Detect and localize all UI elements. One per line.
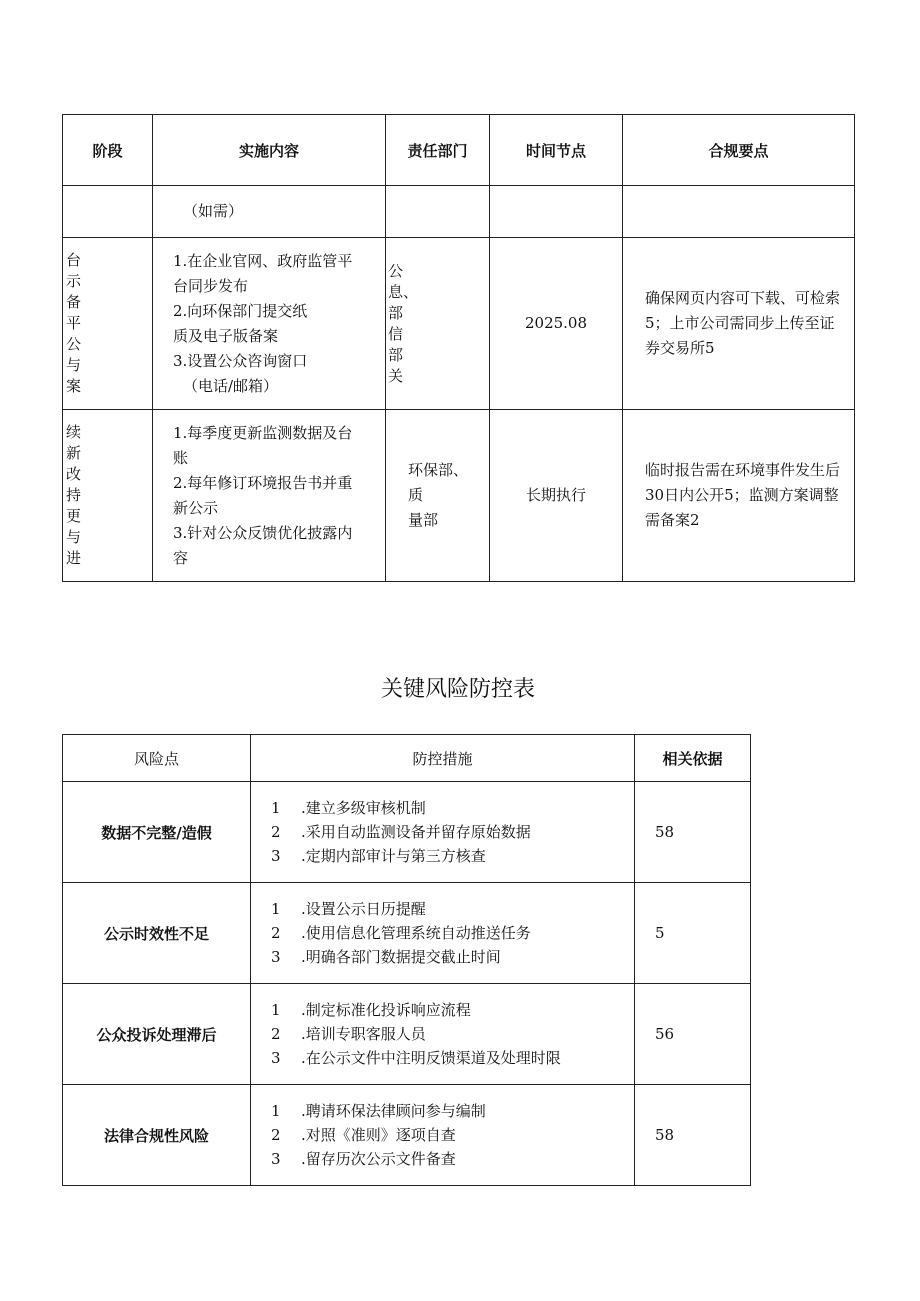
measure-text: .留存历次公示文件备查 — [301, 1150, 456, 1168]
content-line: （电话/邮箱） — [183, 376, 279, 395]
header-measures: 防控措施 — [251, 735, 635, 782]
measure-item — [251, 1147, 634, 1171]
measure-item — [251, 921, 634, 945]
content-line: 2.每年修订环境报告书并重 — [173, 473, 353, 492]
stage-label: 续新改持更与进 — [66, 423, 82, 567]
risk-row — [63, 782, 751, 883]
compliance-cell: 临时报告需在环境事件发生后30日内公开5；监测方案调整需备案2 — [623, 410, 855, 582]
time-cell-empty — [490, 186, 623, 238]
measures-cell — [251, 984, 635, 1085]
measure-item — [251, 796, 634, 820]
measure-text: .明确各部门数据提交截止时间 — [301, 948, 501, 966]
content-line: 3.针对公众反馈优化披露内 — [173, 523, 353, 542]
risk-row — [63, 984, 751, 1085]
measure-item — [251, 820, 634, 844]
measure-text: .设置公示日历提醒 — [301, 900, 426, 918]
plan-header-row — [63, 115, 855, 186]
measure-text: .在公示文件中注明反馈渠道及处理时限 — [301, 1049, 561, 1067]
measures-cell — [251, 1085, 635, 1186]
measure-number: 3 — [271, 847, 281, 865]
risk-row — [63, 1085, 751, 1186]
header-dept: 责任部门 — [386, 115, 490, 186]
content-line: 台同步发布 — [173, 276, 249, 295]
measure-item — [251, 844, 634, 868]
dept-line: 环保部、 — [408, 461, 469, 479]
dept-line: 质 — [408, 486, 424, 504]
measure-text: .采用自动监测设备并留存原始数据 — [301, 823, 531, 841]
measure-number: 3 — [271, 1150, 281, 1168]
plan-row-continued — [63, 186, 855, 238]
stage-label: 台示备平公与案 — [66, 251, 82, 395]
header-compliance: 合规要点 — [623, 115, 855, 186]
implementation-plan-table — [62, 114, 855, 582]
header-time: 时间节点 — [490, 115, 623, 186]
content-line: 质及电子版备案 — [173, 326, 279, 345]
measure-text: .聘请环保法律顾问参与编制 — [301, 1102, 486, 1120]
content-line: （如需） — [183, 202, 244, 220]
content-cell — [153, 238, 386, 410]
measure-item — [251, 1046, 634, 1070]
measure-number: 3 — [271, 948, 281, 966]
measure-item — [251, 945, 634, 969]
risk-row — [63, 883, 751, 984]
measure-number: 2 — [271, 823, 281, 841]
measure-text: .制定标准化投诉响应流程 — [301, 1001, 471, 1019]
compliance-cell: 确保网页内容可下载、可检索5；上市公司需同步上传至证券交易所5 — [623, 238, 855, 410]
content-line: 1.每季度更新监测数据及台 — [173, 423, 353, 442]
header-basis: 相关依据 — [635, 735, 751, 782]
risk-point-cell: 数据不完整/造假 — [63, 782, 251, 883]
content-line: 账 — [173, 448, 189, 467]
risk-table-title: 关键风险防控表 — [380, 677, 535, 702]
content-line: 1.在企业官网、政府监管平 — [173, 251, 353, 270]
measure-number: 2 — [271, 1025, 281, 1043]
header-stage: 阶段 — [63, 115, 153, 186]
measure-text: .建立多级审核机制 — [301, 799, 426, 817]
measure-number: 3 — [271, 1049, 281, 1067]
dept-cell — [386, 238, 490, 410]
risk-point-cell: 公众投诉处理滞后 — [63, 984, 251, 1085]
measure-item — [251, 1123, 634, 1147]
measure-item — [251, 897, 634, 921]
risk-header-row — [63, 735, 751, 782]
measure-number: 1 — [271, 799, 281, 817]
measure-number: 2 — [271, 1126, 281, 1144]
dept-cell-empty — [386, 186, 490, 238]
measure-text: .培训专职客服人员 — [301, 1025, 426, 1043]
measure-item — [251, 1099, 634, 1123]
measure-text: .使用信息化管理系统自动推送任务 — [301, 924, 531, 942]
basis-cell: 56 — [635, 984, 751, 1085]
measures-cell — [251, 782, 635, 883]
content-line: 新公示 — [173, 498, 219, 517]
stage-cell-empty — [63, 186, 153, 238]
measure-number: 1 — [271, 1001, 281, 1019]
basis-cell: 58 — [635, 782, 751, 883]
basis-cell: 58 — [635, 1085, 751, 1186]
compliance-cell-empty — [623, 186, 855, 238]
measure-number: 1 — [271, 900, 281, 918]
measure-text: .定期内部审计与第三方核查 — [301, 847, 486, 865]
stage-cell — [63, 410, 153, 582]
risk-point-cell: 法律合规性风险 — [63, 1085, 251, 1186]
content-cell — [153, 186, 386, 238]
time-cell: 长期执行 — [490, 410, 623, 582]
header-risk-point: 风险点 — [63, 735, 251, 782]
dept-cell — [386, 410, 490, 582]
risk-control-table — [62, 734, 751, 1186]
dept-line: 量部 — [408, 511, 439, 529]
measures-cell — [251, 883, 635, 984]
measure-number: 2 — [271, 924, 281, 942]
risk-point-cell: 公示时效性不足 — [63, 883, 251, 984]
content-line: 2.向环保部门提交纸 — [173, 301, 308, 320]
plan-row-publish — [63, 238, 855, 410]
stage-cell — [63, 238, 153, 410]
dept-label: 公息、部信部关 — [388, 261, 419, 385]
time-cell: 2025.08 — [490, 238, 623, 410]
content-line: 容 — [173, 548, 189, 567]
header-content: 实施内容 — [153, 115, 386, 186]
basis-cell: 5 — [635, 883, 751, 984]
measure-number: 1 — [271, 1102, 281, 1120]
measure-item — [251, 1022, 634, 1046]
plan-row-continuous-improvement — [63, 410, 855, 582]
content-line: 3.设置公众咨询窗口 — [173, 351, 308, 370]
measure-text: .对照《准则》逐项自查 — [301, 1126, 456, 1144]
measure-item — [251, 998, 634, 1022]
content-cell — [153, 410, 386, 582]
